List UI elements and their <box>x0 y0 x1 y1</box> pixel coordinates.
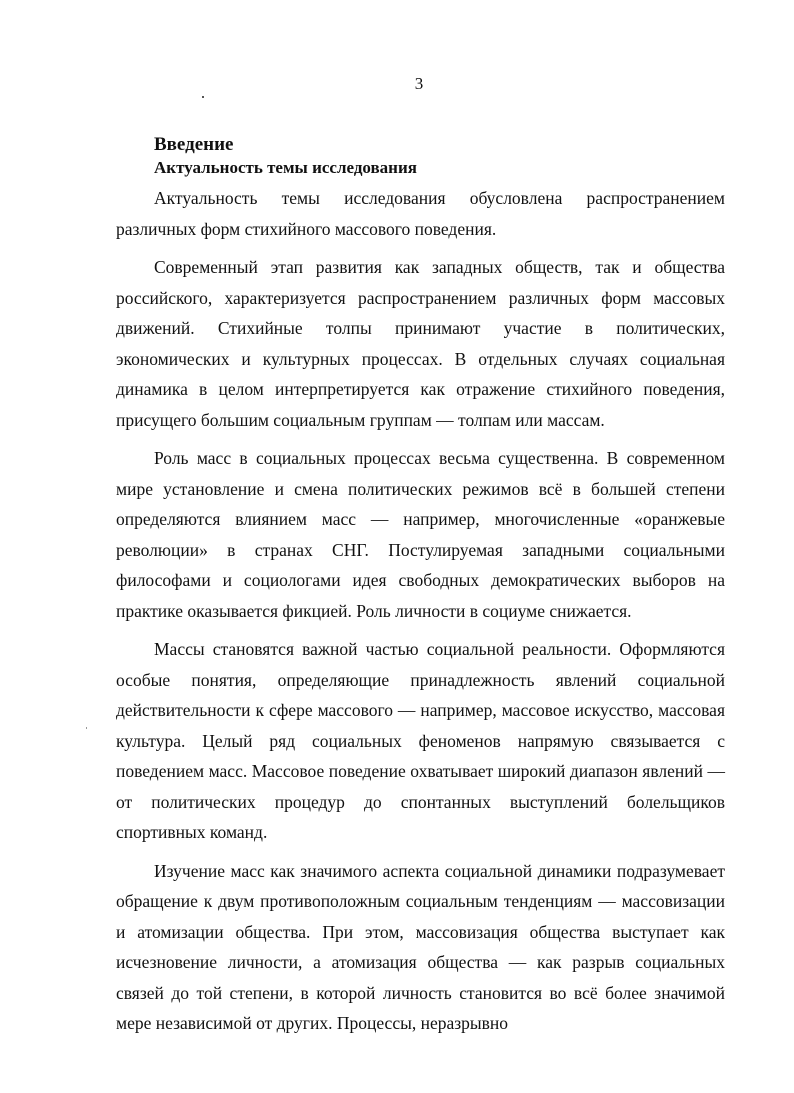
section-heading: Введение <box>154 134 234 155</box>
paragraph: Роль масс в социальных процессах весьма существенна. В современном мире установление и смена политических режимов всё в большей степени определяются влиянием масс — например, многочисленные «оранжевые революции» в странах СНГ. Постулируемая западными социальными философами и социологами идея свободных демократических выборов на практике оказывается фикцией. Роль личности в социуме снижается. <box>116 448 725 621</box>
document-body <box>116 133 725 1039</box>
scan-speck <box>202 96 204 98</box>
paragraph: Массы становятся важной частью социальной реальности. Оформляются особые понятия, определяющие принадлежность явлений социальной действительности к сфере массового — например, массовое искусство, массовая культура. Целый ряд социальных феноменов напрямую связывается с поведением масс. Массовое поведение охватывает широкий диапазон явлений — от политических процедур до спонтанных выступлений болельщиков спортивных команд. <box>116 639 725 842</box>
page-number: 3 <box>414 74 424 93</box>
paragraph: Современный этап развития как западных обществ, так и общества российского, характеризуется распространением различных форм массовых движений. Стихийные толпы принимают участие в политических, экономических и культурных процессах. В отдельных случаях социальная динамика в целом интерпретируется как отражение стихийного поведения, присущего большим социальным группам — толпам или массам. <box>116 257 725 430</box>
paragraph: Актуальность темы исследования обусловлена распространением различных форм стихийного массового поведения. <box>116 188 725 239</box>
paragraph: Изучение масс как значимого аспекта социальной динамики подразумевает обращение к двум противоположным социальным тенденциям — массовизации и атомизации общества. При этом, массовизация общества выступает как исчезновение личности, а атомизация общества — как разрыв социальных связей до той степени, в которой личность становится во всё более значимой мере независимой от других. Процессы, неразрывно <box>116 860 725 1033</box>
scan-speck <box>86 727 87 729</box>
section-subheading: Актуальность темы исследования <box>154 158 417 177</box>
